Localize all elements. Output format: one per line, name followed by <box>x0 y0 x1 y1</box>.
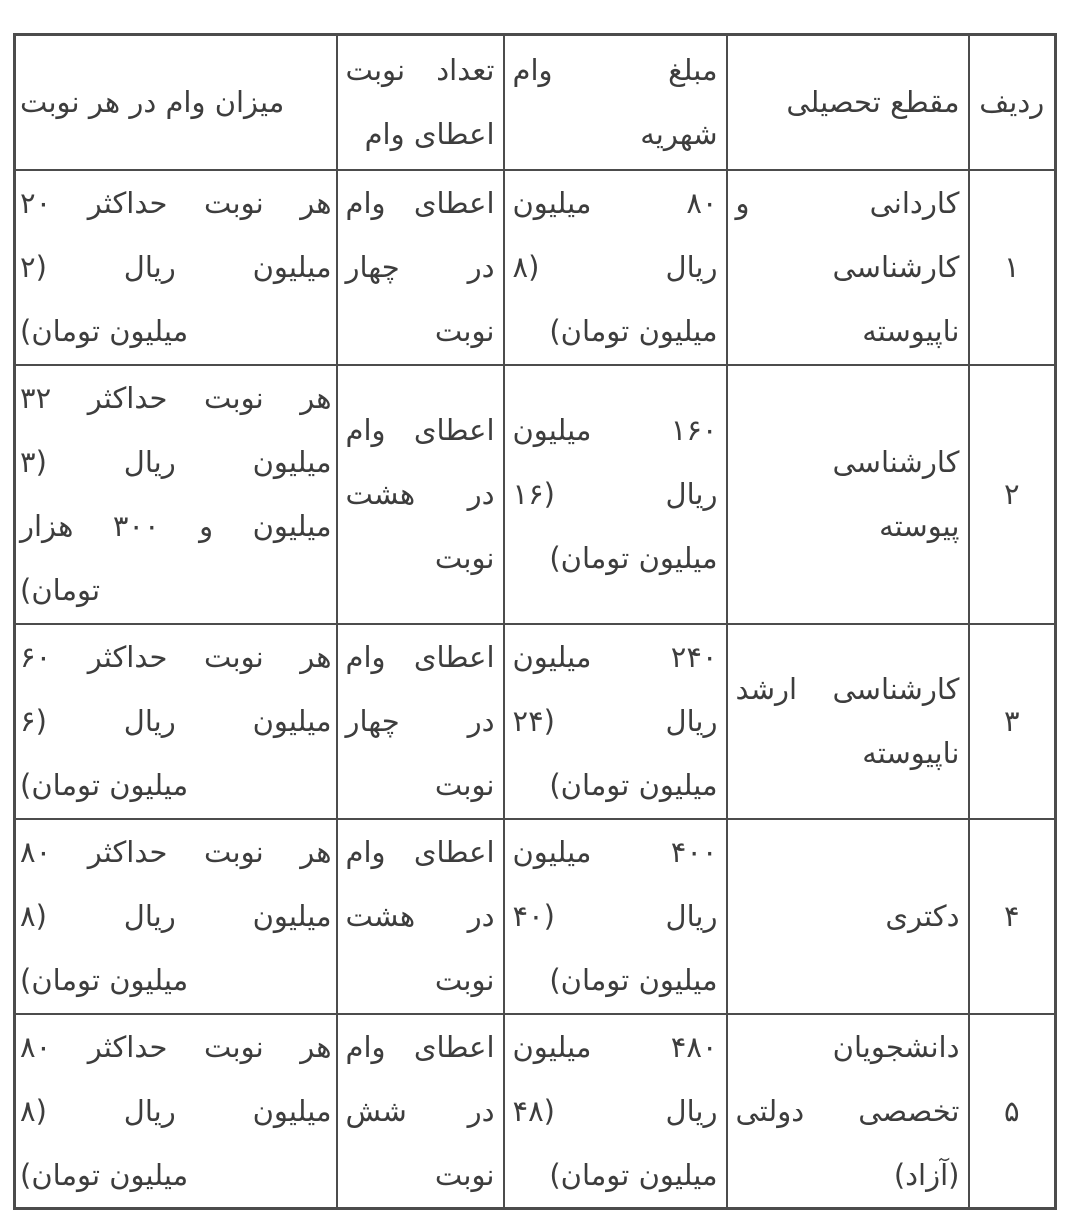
table-row <box>15 1014 1056 1209</box>
text-line: میلیون ریال (۳ <box>20 445 332 479</box>
cell-r1-mablagh <box>504 170 727 365</box>
text-line: تومان) <box>20 573 101 607</box>
text-line: در چهار <box>345 250 495 284</box>
cell-r4-maghta <box>727 819 969 1014</box>
cell-r1-mizan <box>15 170 337 365</box>
text-line: تخصصی دولتی <box>735 1093 960 1128</box>
cell-r5-radif <box>969 1014 1056 1209</box>
text-line: ۴۰۰ میلیون <box>512 835 718 869</box>
cell-r5-tedad <box>337 1014 504 1209</box>
student-loan-table <box>13 33 1057 1210</box>
text-line: هر نوبت حداکثر ۸۰ <box>20 835 332 869</box>
text-line: (آزاد) <box>893 1157 960 1192</box>
text-line: میلیون ریال (۸ <box>20 899 332 933</box>
text-line: میزان وام در هر نوبت <box>20 85 285 120</box>
header-cell-maghta <box>727 35 969 170</box>
text-line: اعطای وام <box>345 413 495 447</box>
cell-r5-mizan <box>15 1014 337 1209</box>
table-row <box>15 170 1056 365</box>
text-line: هر نوبت حداکثر ۶۰ <box>20 640 332 674</box>
header-cell-tedad <box>337 35 504 170</box>
text-line: ۸۰ میلیون <box>512 186 718 220</box>
text-line: اعطای وام <box>345 186 495 220</box>
cell-r2-tedad <box>337 365 504 624</box>
text-line: اعطای وام <box>364 117 495 152</box>
text-line: نوبت <box>434 768 495 802</box>
text-line: ۲ <box>1003 477 1020 511</box>
text-line: مبلغ وام <box>512 53 718 88</box>
text-line: کارشناسی ارشد <box>735 672 960 706</box>
header-cell-mizan <box>15 35 337 170</box>
table-row <box>15 819 1056 1014</box>
table-body <box>15 170 1056 1209</box>
cell-r5-mablagh <box>504 1014 727 1209</box>
text-line: میلیون تومان) <box>549 1157 718 1192</box>
cell-r1-maghta <box>727 170 969 365</box>
text-line: ریال (۱۶ <box>512 477 718 511</box>
cell-r4-mablagh <box>504 819 727 1014</box>
cell-r3-mizan <box>15 624 337 819</box>
text-line: میلیون تومان) <box>549 963 718 997</box>
text-line: میلیون ریال (۲ <box>20 250 332 284</box>
text-line: ناپیوسته <box>862 314 960 348</box>
text-line: ناپیوسته <box>862 736 960 770</box>
cell-r2-mizan <box>15 365 337 624</box>
text-line: میلیون تومان) <box>20 963 189 997</box>
text-line: پیوسته <box>879 509 960 543</box>
text-line: ریال (۴۰ <box>512 899 718 933</box>
text-line: نوبت <box>434 1157 495 1192</box>
header-cell-radif <box>969 35 1056 170</box>
cell-r3-tedad <box>337 624 504 819</box>
text-line: کارشناسی <box>832 250 960 284</box>
text-line: میلیون تومان) <box>549 314 718 348</box>
cell-r5-maghta <box>727 1014 969 1209</box>
cell-r3-radif <box>969 624 1056 819</box>
text-line: در چهار <box>345 704 495 738</box>
text-line: میلیون تومان) <box>549 768 718 802</box>
header-row <box>15 35 1056 170</box>
text-line: در شش <box>345 1093 495 1128</box>
text-line: در هشت <box>345 899 495 933</box>
text-line: اعطای وام <box>345 1029 495 1064</box>
text-line: کاردانی و <box>735 186 960 220</box>
text-line: دانشجویان <box>832 1029 960 1064</box>
text-line: میلیون تومان) <box>20 1157 189 1192</box>
text-line: هر نوبت حداکثر ۳۲ <box>20 381 332 415</box>
text-line: نوبت <box>434 541 495 575</box>
cell-r4-tedad <box>337 819 504 1014</box>
cell-r3-maghta <box>727 624 969 819</box>
text-line: ریال (۲۴ <box>512 704 718 738</box>
text-line: میلیون ریال (۸ <box>20 1093 332 1128</box>
header-cell-mablagh <box>504 35 727 170</box>
table-header <box>15 35 1056 170</box>
text-line: میلیون ریال (۶ <box>20 704 332 738</box>
text-line: هر نوبت حداکثر ۸۰ <box>20 1029 332 1064</box>
text-line: میلیون تومان) <box>20 314 189 348</box>
cell-r2-maghta <box>727 365 969 624</box>
text-line: تعداد نوبت <box>345 53 495 88</box>
text-line: ردیف <box>979 85 1045 120</box>
cell-r1-tedad <box>337 170 504 365</box>
cell-r4-mizan <box>15 819 337 1014</box>
text-line: ۳ <box>1003 704 1020 738</box>
text-line: میلیون تومان) <box>549 541 718 575</box>
text-line: مقطع تحصیلی <box>786 85 960 120</box>
text-line: ۴۸۰ میلیون <box>512 1029 718 1064</box>
cell-r2-mablagh <box>504 365 727 624</box>
table-row <box>15 365 1056 624</box>
text-line: ۵ <box>1003 1093 1020 1128</box>
text-line: ۴ <box>1003 899 1020 933</box>
cell-r4-radif <box>969 819 1056 1014</box>
text-line: میلیون و ۳۰۰ هزار <box>20 509 332 543</box>
text-line: دکتری <box>885 899 960 933</box>
text-line: شهریه <box>640 117 718 152</box>
text-line: ریال (۴۸ <box>512 1093 718 1128</box>
text-line: ۲۴۰ میلیون <box>512 640 718 674</box>
text-line: کارشناسی <box>832 445 960 479</box>
table-row <box>15 624 1056 819</box>
cell-r3-mablagh <box>504 624 727 819</box>
cell-r1-radif <box>969 170 1056 365</box>
text-line: نوبت <box>434 963 495 997</box>
text-line: اعطای وام <box>345 640 495 674</box>
text-line: میلیون تومان) <box>20 768 189 802</box>
text-line: هر نوبت حداکثر ۲۰ <box>20 186 332 220</box>
text-line: نوبت <box>434 314 495 348</box>
text-line: ۱ <box>1003 250 1020 284</box>
text-line: در هشت <box>345 477 495 511</box>
text-line: اعطای وام <box>345 835 495 869</box>
text-line: ریال (۸ <box>512 250 718 284</box>
cell-r2-radif <box>969 365 1056 624</box>
text-line: ۱۶۰ میلیون <box>512 413 718 447</box>
